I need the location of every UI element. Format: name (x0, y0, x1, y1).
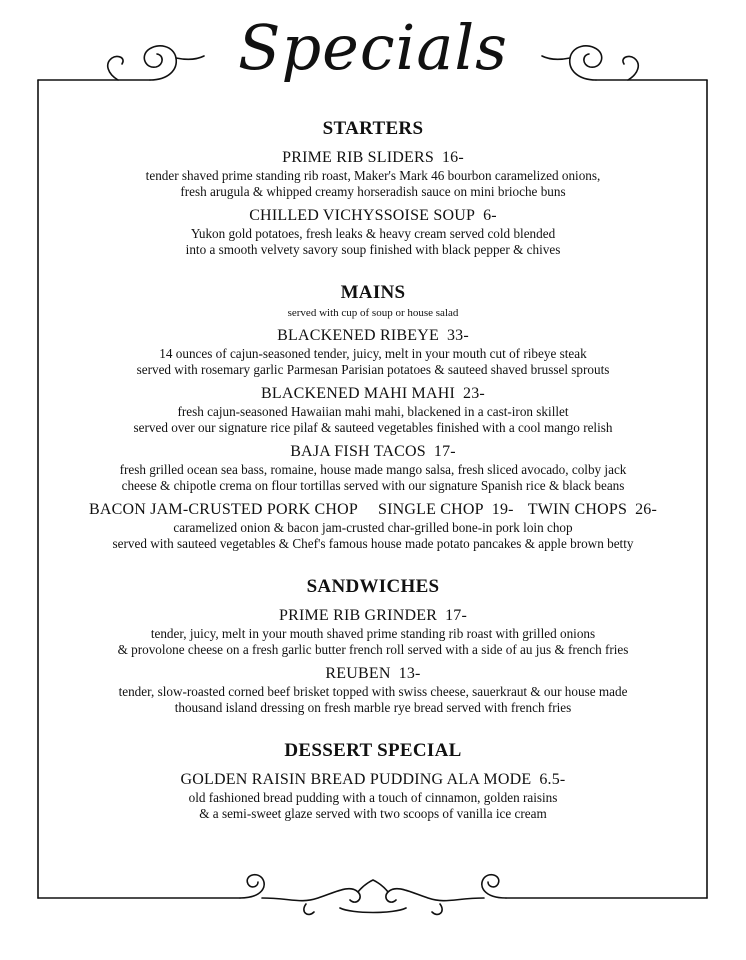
item-description-line: 14 ounces of cajun-seasoned tender, juicy, melt in your mouth cut of ribeye steak (159, 346, 587, 361)
item-price: 6.5- (539, 771, 566, 788)
item-description-line: tender, juicy, melt in your mouth shaved prime standing rib roast with grilled onions (150, 626, 596, 641)
item-description-line: tender, slow-roasted corned beef brisket topped with swiss cheese, sauerkraut & our house made (118, 684, 628, 699)
section-title: STARTERS (322, 118, 424, 139)
item-description-line: caramelized onion & bacon jam-crusted char-grilled bone-in pork loin chop (173, 520, 573, 535)
menu-content (44, 116, 702, 822)
section-mains (44, 280, 702, 552)
item-description-line: fresh cajun-seasoned Hawaiian mahi mahi, blackened in a cast-iron skillet (177, 404, 569, 419)
section-note: served with cup of soup or house salad (287, 307, 459, 319)
item-description-line: & a semi-sweet glaze served with two scoops of vanilla ice cream (199, 806, 547, 821)
section-starters (44, 116, 702, 258)
item-description-line: & provolone cheese on a fresh garlic butter french roll served with a side of au jus & french fries (117, 642, 629, 657)
item-name: PRIME RIB GRINDER (278, 607, 438, 624)
item-description-line: served with rosemary garlic Parmesan Parisian potatoes & sauteed shaved brussel sprouts (136, 362, 610, 377)
item-name: REUBEN (325, 665, 391, 682)
item-price: 17- (433, 443, 456, 460)
item-name: GOLDEN RAISIN BREAD PUDDING ALA MODE (180, 771, 532, 788)
item-description-line: old fashioned bread pudding with a touch of cinnamon, golden raisins (188, 790, 558, 805)
item-name: PRIME RIB SLIDERS (282, 149, 434, 166)
item-price: 17- (445, 607, 468, 624)
option-price: 19- (491, 501, 514, 518)
item-name: CHILLED VICHYSSOISE SOUP (249, 207, 476, 224)
item-price: 23- (463, 385, 485, 402)
item-description-line: served over our signature rice pilaf & sauteed vegetables finished with a cool mango relish (133, 420, 613, 435)
menu-item (44, 664, 702, 716)
item-description-line: fresh arugula & whipped creamy horseradish sauce on mini brioche buns (180, 184, 566, 199)
option-label: SINGLE CHOP (378, 501, 484, 518)
item-name: BLACKENED RIBEYE (277, 327, 439, 344)
item-name: BAJA FISH TACOS (290, 443, 426, 460)
section-title: SANDWICHES (306, 576, 440, 597)
item-description-line: thousand island dressing on fresh marble rye bread served with french fries (174, 700, 572, 715)
section-title: MAINS (340, 282, 406, 303)
item-price: 33- (446, 327, 469, 344)
menu-item (44, 206, 702, 258)
item-price: 13- (398, 665, 421, 682)
menu-item (44, 500, 702, 552)
section-title: DESSERT SPECIAL (284, 740, 462, 761)
item-name: BLACKENED MAHI MAHI (261, 385, 456, 402)
item-price: 16- (441, 149, 464, 166)
menu-item (44, 442, 702, 494)
menu-item (44, 326, 702, 378)
item-description-line: served with sauteed vegetables & Chef's famous house made potato pancakes & apple brown betty (112, 536, 634, 551)
option-label: TWIN CHOPS (527, 501, 628, 518)
item-description-line: Yukon gold potatoes, fresh leaks & heavy cream served cold blended (190, 226, 556, 241)
menu-item (44, 770, 702, 822)
menu-item (44, 384, 702, 436)
item-price: 6- (483, 207, 497, 224)
item-name: BACON JAM-CRUSTED PORK CHOP (89, 501, 359, 518)
item-description-line: cheese & chipotle crema on flour tortillas served with our signature Spanish rice & black beans (121, 478, 625, 493)
menu-item (44, 148, 702, 200)
menu-item (44, 606, 702, 658)
item-description-line: fresh grilled ocean sea bass, romaine, house made mango salsa, fresh sliced avocado, colby jack (119, 462, 627, 477)
option-price: 26- (635, 501, 657, 518)
menu-title: Specials (237, 11, 509, 84)
section-dessert (44, 738, 702, 822)
item-description-line: into a smooth velvety savory soup finished with black pepper & chives (185, 242, 561, 257)
item-description-line: tender shaved prime standing rib roast, Maker's Mark 46 bourbon caramelized onions, (145, 168, 601, 183)
section-sandwiches (44, 574, 702, 716)
